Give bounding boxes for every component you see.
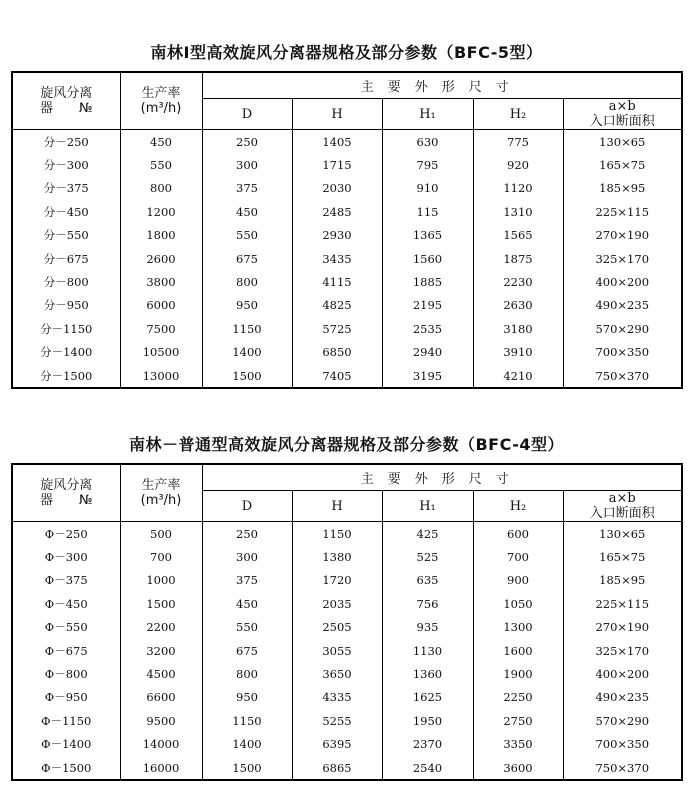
cell-h: 2930 bbox=[292, 224, 382, 247]
model-header-line1: 旋风分离 bbox=[40, 86, 93, 101]
cell-model: 分－375 bbox=[12, 177, 120, 200]
cell-h2: 1310 bbox=[473, 200, 563, 223]
cell-inlet-area: 325×170 bbox=[563, 247, 682, 270]
cell-inlet-area: 165×75 bbox=[563, 153, 682, 176]
col-header-h: H bbox=[292, 491, 382, 522]
col-header-h2: H₂ bbox=[473, 491, 563, 522]
cell-h: 3650 bbox=[292, 662, 382, 685]
cell-d: 800 bbox=[202, 662, 292, 685]
cell-model: Φ－450 bbox=[12, 592, 120, 615]
cell-inlet-area: 270×190 bbox=[563, 224, 682, 247]
cell-h2: 2750 bbox=[473, 709, 563, 732]
table-row bbox=[12, 592, 682, 615]
cell-h: 3435 bbox=[292, 247, 382, 270]
cell-h: 2035 bbox=[292, 592, 382, 615]
cell-model: Φ－300 bbox=[12, 545, 120, 568]
cell-capacity: 7500 bbox=[120, 317, 202, 340]
cell-h: 2505 bbox=[292, 616, 382, 639]
cell-h: 2485 bbox=[292, 200, 382, 223]
cell-d: 800 bbox=[202, 270, 292, 293]
model-header bbox=[12, 72, 120, 130]
cell-d: 550 bbox=[202, 224, 292, 247]
cell-model: 分－1500 bbox=[12, 364, 120, 388]
cell-h1: 2195 bbox=[382, 294, 473, 317]
cell-model: 分－1400 bbox=[12, 341, 120, 364]
col-header-d: D bbox=[202, 491, 292, 522]
model-header-line2: 器 № bbox=[39, 493, 93, 508]
cell-h1: 1360 bbox=[382, 662, 473, 685]
cell-h1: 2940 bbox=[382, 341, 473, 364]
cell-h1: 935 bbox=[382, 616, 473, 639]
cell-h: 1150 bbox=[292, 522, 382, 546]
cell-capacity: 2200 bbox=[120, 616, 202, 639]
cell-h2: 3910 bbox=[473, 341, 563, 364]
cell-h2: 2630 bbox=[473, 294, 563, 317]
cell-capacity: 4500 bbox=[120, 662, 202, 685]
cell-model: 分－950 bbox=[12, 294, 120, 317]
cell-h2: 3600 bbox=[473, 756, 563, 780]
cell-inlet-area: 490×235 bbox=[563, 686, 682, 709]
cell-h2: 920 bbox=[473, 153, 563, 176]
cell-inlet-area: 400×200 bbox=[563, 270, 682, 293]
cell-d: 1500 bbox=[202, 364, 292, 388]
cell-h: 5255 bbox=[292, 709, 382, 732]
table1-title: 南林Ⅰ型高效旋风分离器规格及部分参数（BFC-5型） bbox=[150, 43, 543, 62]
table-row bbox=[12, 153, 682, 176]
table-row bbox=[12, 317, 682, 340]
cell-d: 300 bbox=[202, 545, 292, 568]
cell-d: 450 bbox=[202, 592, 292, 615]
cell-h2: 2250 bbox=[473, 686, 563, 709]
cell-model: Φ－950 bbox=[12, 686, 120, 709]
cell-h1: 1950 bbox=[382, 709, 473, 732]
cell-h: 6865 bbox=[292, 756, 382, 780]
cell-inlet-area: 130×65 bbox=[563, 130, 682, 154]
table2-body bbox=[12, 522, 682, 781]
cell-h1: 1365 bbox=[382, 224, 473, 247]
cell-h1: 1885 bbox=[382, 270, 473, 293]
table-row bbox=[12, 545, 682, 568]
cell-d: 950 bbox=[202, 294, 292, 317]
col-header-d: D bbox=[202, 99, 292, 130]
table-row bbox=[12, 200, 682, 223]
cell-d: 375 bbox=[202, 569, 292, 592]
cell-inlet-area: 700×350 bbox=[563, 341, 682, 364]
cell-capacity: 3800 bbox=[120, 270, 202, 293]
cell-capacity: 500 bbox=[120, 522, 202, 546]
cell-model: Φ－675 bbox=[12, 639, 120, 662]
cell-capacity: 6000 bbox=[120, 294, 202, 317]
col-header-inlet-area bbox=[563, 491, 682, 522]
cell-h2: 3350 bbox=[473, 733, 563, 756]
dimensions-header: 主要外形尺寸 bbox=[202, 464, 682, 491]
table2-title: 南林－普通型高效旋风分离器规格及部分参数（BFC-4型） bbox=[128, 435, 564, 454]
cell-inlet-area: 270×190 bbox=[563, 616, 682, 639]
cell-h2: 3180 bbox=[473, 317, 563, 340]
cell-h1: 756 bbox=[382, 592, 473, 615]
cell-h: 1405 bbox=[292, 130, 382, 154]
model-header-line2: 器 № bbox=[39, 101, 93, 116]
cell-model: Φ－375 bbox=[12, 569, 120, 592]
table-row bbox=[12, 569, 682, 592]
col-header-h: H bbox=[292, 99, 382, 130]
cell-d: 250 bbox=[202, 522, 292, 546]
cell-model: 分－800 bbox=[12, 270, 120, 293]
table-row bbox=[12, 177, 682, 200]
cell-model: 分－300 bbox=[12, 153, 120, 176]
table-row bbox=[12, 686, 682, 709]
cell-inlet-area: 225×115 bbox=[563, 592, 682, 615]
col-header-inlet-area bbox=[563, 99, 682, 130]
cell-h2: 900 bbox=[473, 569, 563, 592]
cell-inlet-area: 750×370 bbox=[563, 756, 682, 780]
cell-inlet-area: 130×65 bbox=[563, 522, 682, 546]
cell-h1: 425 bbox=[382, 522, 473, 546]
cell-inlet-area: 165×75 bbox=[563, 545, 682, 568]
cell-model: Φ－250 bbox=[12, 522, 120, 546]
cell-model: 分－675 bbox=[12, 247, 120, 270]
cell-d: 550 bbox=[202, 616, 292, 639]
cell-h2: 1565 bbox=[473, 224, 563, 247]
cell-h: 7405 bbox=[292, 364, 382, 388]
cell-d: 250 bbox=[202, 130, 292, 154]
cell-h1: 2540 bbox=[382, 756, 473, 780]
cell-capacity: 9500 bbox=[120, 709, 202, 732]
cell-inlet-area: 750×370 bbox=[563, 364, 682, 388]
cell-inlet-area: 570×290 bbox=[563, 317, 682, 340]
cell-d: 375 bbox=[202, 177, 292, 200]
cell-h2: 600 bbox=[473, 522, 563, 546]
cell-h2: 1600 bbox=[473, 639, 563, 662]
cell-h: 1380 bbox=[292, 545, 382, 568]
inlet-area-formula: a×b bbox=[608, 99, 636, 114]
cell-d: 1150 bbox=[202, 709, 292, 732]
cell-h: 6395 bbox=[292, 733, 382, 756]
cell-inlet-area: 700×350 bbox=[563, 733, 682, 756]
cell-h: 4115 bbox=[292, 270, 382, 293]
table-row bbox=[12, 341, 682, 364]
cell-h1: 1625 bbox=[382, 686, 473, 709]
cell-h2: 1300 bbox=[473, 616, 563, 639]
cell-h: 5725 bbox=[292, 317, 382, 340]
cell-capacity: 1800 bbox=[120, 224, 202, 247]
cell-capacity: 10500 bbox=[120, 341, 202, 364]
cell-d: 1400 bbox=[202, 733, 292, 756]
cell-inlet-area: 570×290 bbox=[563, 709, 682, 732]
col-header-h2: H₂ bbox=[473, 99, 563, 130]
col-header-h1: H₁ bbox=[382, 99, 473, 130]
cell-h: 3055 bbox=[292, 639, 382, 662]
cell-d: 1400 bbox=[202, 341, 292, 364]
cell-d: 675 bbox=[202, 639, 292, 662]
spec-table-bfc5 bbox=[11, 71, 683, 389]
cell-capacity: 1500 bbox=[120, 592, 202, 615]
cell-h2: 1875 bbox=[473, 247, 563, 270]
cell-h: 4335 bbox=[292, 686, 382, 709]
capacity-header bbox=[120, 72, 202, 130]
cell-h: 1715 bbox=[292, 153, 382, 176]
cell-h1: 3195 bbox=[382, 364, 473, 388]
cell-h1: 630 bbox=[382, 130, 473, 154]
cell-model: 分－250 bbox=[12, 130, 120, 154]
cell-h2: 1120 bbox=[473, 177, 563, 200]
inlet-area-formula: a×b bbox=[608, 491, 636, 506]
table-row bbox=[12, 130, 682, 154]
cell-h1: 1130 bbox=[382, 639, 473, 662]
spec-table-bfc4 bbox=[11, 463, 683, 781]
inlet-area-label: 入口断面积 bbox=[589, 114, 655, 129]
table-row bbox=[12, 616, 682, 639]
cell-inlet-area: 325×170 bbox=[563, 639, 682, 662]
cell-model: 分－1150 bbox=[12, 317, 120, 340]
cell-d: 1150 bbox=[202, 317, 292, 340]
cell-inlet-area: 225×115 bbox=[563, 200, 682, 223]
cell-capacity: 13000 bbox=[120, 364, 202, 388]
cell-inlet-area: 185×95 bbox=[563, 177, 682, 200]
cell-d: 950 bbox=[202, 686, 292, 709]
cell-d: 450 bbox=[202, 200, 292, 223]
cell-h2: 2230 bbox=[473, 270, 563, 293]
cell-capacity: 1000 bbox=[120, 569, 202, 592]
cell-h1: 115 bbox=[382, 200, 473, 223]
cell-model: Φ－550 bbox=[12, 616, 120, 639]
cell-h2: 1050 bbox=[473, 592, 563, 615]
col-header-h1: H₁ bbox=[382, 491, 473, 522]
cell-capacity: 6600 bbox=[120, 686, 202, 709]
cell-h2: 700 bbox=[473, 545, 563, 568]
cell-capacity: 1200 bbox=[120, 200, 202, 223]
table-row bbox=[12, 247, 682, 270]
capacity-header-line1: 生产率 bbox=[141, 86, 181, 101]
cell-h2: 4210 bbox=[473, 364, 563, 388]
table-row bbox=[12, 270, 682, 293]
model-header bbox=[12, 464, 120, 522]
cell-h1: 795 bbox=[382, 153, 473, 176]
cell-capacity: 800 bbox=[120, 177, 202, 200]
cell-d: 300 bbox=[202, 153, 292, 176]
capacity-header-unit: (m³/h) bbox=[140, 493, 182, 508]
cell-h: 6850 bbox=[292, 341, 382, 364]
capacity-header-unit: (m³/h) bbox=[140, 101, 182, 116]
cell-capacity: 3200 bbox=[120, 639, 202, 662]
cell-d: 1500 bbox=[202, 756, 292, 780]
cell-h: 4825 bbox=[292, 294, 382, 317]
model-header-line1: 旋风分离 bbox=[40, 478, 93, 493]
inlet-area-label: 入口断面积 bbox=[589, 506, 655, 521]
cell-inlet-area: 400×200 bbox=[563, 662, 682, 685]
table-row bbox=[12, 294, 682, 317]
table1-body bbox=[12, 130, 682, 389]
cell-h1: 2370 bbox=[382, 733, 473, 756]
cell-capacity: 550 bbox=[120, 153, 202, 176]
cell-capacity: 450 bbox=[120, 130, 202, 154]
cell-inlet-area: 185×95 bbox=[563, 569, 682, 592]
cell-h2: 775 bbox=[473, 130, 563, 154]
cell-model: Φ－800 bbox=[12, 662, 120, 685]
table-row bbox=[12, 709, 682, 732]
cell-h1: 525 bbox=[382, 545, 473, 568]
table-row bbox=[12, 639, 682, 662]
table-row bbox=[12, 224, 682, 247]
table-row bbox=[12, 662, 682, 685]
cell-capacity: 14000 bbox=[120, 733, 202, 756]
cell-h1: 635 bbox=[382, 569, 473, 592]
table-row bbox=[12, 733, 682, 756]
cell-capacity: 700 bbox=[120, 545, 202, 568]
cell-h: 1720 bbox=[292, 569, 382, 592]
dimensions-header: 主要外形尺寸 bbox=[202, 72, 682, 99]
capacity-header bbox=[120, 464, 202, 522]
cell-h1: 1560 bbox=[382, 247, 473, 270]
cell-inlet-area: 490×235 bbox=[563, 294, 682, 317]
cell-d: 675 bbox=[202, 247, 292, 270]
cell-model: Φ－1500 bbox=[12, 756, 120, 780]
cell-h2: 1900 bbox=[473, 662, 563, 685]
cell-model: 分－450 bbox=[12, 200, 120, 223]
cell-capacity: 2600 bbox=[120, 247, 202, 270]
table-row bbox=[12, 364, 682, 388]
table-row bbox=[12, 522, 682, 546]
capacity-header-line1: 生产率 bbox=[141, 478, 181, 493]
cell-capacity: 16000 bbox=[120, 756, 202, 780]
table-row bbox=[12, 756, 682, 780]
cell-h1: 2535 bbox=[382, 317, 473, 340]
cell-model: 分－550 bbox=[12, 224, 120, 247]
cell-h1: 910 bbox=[382, 177, 473, 200]
cell-model: Φ－1150 bbox=[12, 709, 120, 732]
cell-h: 2030 bbox=[292, 177, 382, 200]
cell-model: Φ－1400 bbox=[12, 733, 120, 756]
